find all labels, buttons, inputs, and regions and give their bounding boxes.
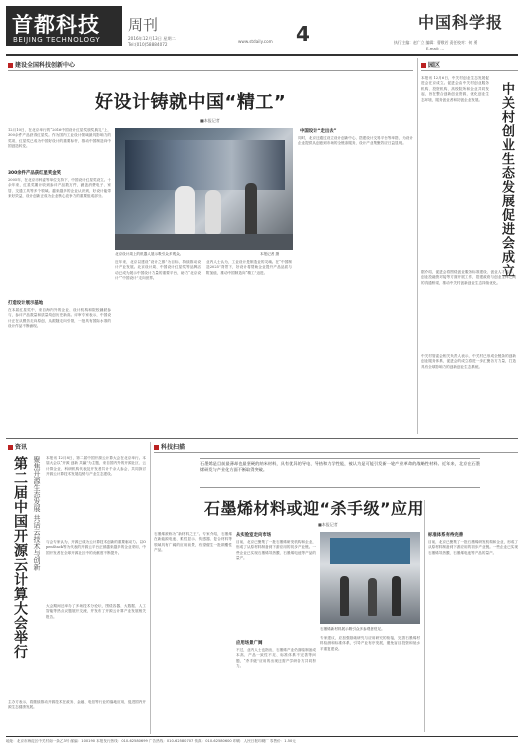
paragraph: 与会专家认为，开源已成为云计算技术创新的重要驱动力。以OpenStack等为代表的开源云平台正被越来越多的企业采用，中国开发者在全球开源社区中的贡献度不断提升。 bbox=[46, 540, 146, 555]
section-text: 资讯 bbox=[15, 444, 28, 451]
section-text: 科技扫描 bbox=[161, 444, 186, 451]
scan-photo bbox=[320, 532, 420, 624]
vertical-headline-right: 中关村创业生态发展促进会成立 bbox=[499, 82, 514, 278]
email-line: E-mail: ... bbox=[426, 46, 445, 51]
footer-text: 地址：北京市海淀区中关村南一条乙3号 邮编：100190 本报发行热线：010-62580699 广告热线：010-62580707 传真：010-62580600 印刷：人民日报印刷厂 零售价：1.50元 bbox=[6, 739, 296, 743]
paragraph: 主办方表示，将继续推动开源技术在政务、金融、电信等行业的落地应用，促进国内开源生态健康发展。 bbox=[8, 700, 146, 710]
section-marker bbox=[421, 63, 426, 68]
section-label-left bbox=[8, 60, 75, 69]
section-marker bbox=[8, 63, 13, 68]
main-photo bbox=[115, 128, 293, 250]
floor bbox=[115, 234, 293, 250]
column-divider bbox=[417, 58, 418, 434]
abstract-box bbox=[200, 458, 480, 488]
subhead-1: 300余件产品获红星奖金奖 bbox=[8, 171, 62, 176]
rule bbox=[8, 70, 413, 71]
date-line: 2016年12月13日 星期二 bbox=[128, 36, 176, 41]
lead-paragraph: 12月10日，在北京举行的“2016中国设计红星奖颁奖典礼”上，300余件产品获得红星奖。作为国内工业设计领域最具影响力的奖项，红星奖已成为中国好设计的重要标杆，推动中国制造向中国创造转变。 bbox=[8, 128, 111, 149]
vertical-subhead-news: 聚焦开源生态发展 共话云技术与创新 bbox=[33, 456, 41, 571]
vertical-headline-news: 第二届中国开源云计算大会举行 bbox=[12, 456, 28, 659]
paragraph: 大会期间还举办了多场技术分论坛，围绕容器、大数据、人工智能等热点议题展开交流，并发布了开源云计算产业发展相关报告。 bbox=[46, 604, 146, 619]
section-label-news bbox=[8, 442, 27, 451]
section-marker bbox=[8, 445, 13, 450]
paragraph: 中关村管委会相关负责人表示，中关村已形成全链条的创新创业服务体系，促进会的成立将进一步汇聚各方力量，打造具有全球影响力的创新创业生态系统。 bbox=[421, 354, 516, 369]
person bbox=[340, 576, 349, 616]
column-divider bbox=[424, 500, 425, 732]
robot bbox=[205, 190, 221, 234]
paragraph: 目前，北京已聚集了一批石墨烯研发机构和企业，形成了从原材料制备到下游应用的初步产业链。一些企业已实现石墨烯导热膜、石墨烯电池等产品的量产。 bbox=[236, 540, 316, 561]
rule bbox=[421, 70, 518, 71]
scan-byline: ■本报记者 bbox=[318, 522, 338, 527]
main-headline: 好设计铸就中国“精工” bbox=[95, 92, 287, 113]
paragraph: 不过，业内人士也指出，石墨烯产业仍面临制备成本高、产品一致性不足、标准体系不完善等问题，“杀手级”应用的出现还需产学研各方共同努力。 bbox=[236, 648, 316, 669]
weekly-label: 周刊 bbox=[128, 16, 159, 34]
screen bbox=[330, 538, 410, 564]
person bbox=[392, 576, 401, 616]
mid-rule bbox=[6, 438, 518, 439]
masthead bbox=[6, 6, 518, 52]
subhead-2: 打造设计展示基地 bbox=[8, 301, 44, 306]
tel-line: Tel:(010)58884072 bbox=[128, 42, 168, 47]
scan-photo-caption: 石墨烯新材料展示吸引众多参观者驻足。 bbox=[320, 627, 385, 631]
website: www.stdaily.com bbox=[238, 39, 273, 44]
section-text: 园区 bbox=[428, 62, 441, 69]
paragraph: 业内人士认为，工业设计是制造业的灵魂。在“中国制造2025”背景下，好设计将帮助企业提升产品品质与附加值，推动中国制造向“精工”迈进。 bbox=[206, 260, 292, 275]
scan-headline: 石墨烯材料或迎“杀手级”应用 bbox=[204, 499, 425, 518]
section-label-scan bbox=[154, 442, 185, 451]
section-marker bbox=[154, 445, 159, 450]
robot bbox=[175, 186, 195, 236]
subhead-3: 中国设计“走出去” bbox=[300, 129, 337, 134]
column-title: 首都科技 bbox=[12, 13, 100, 37]
paragraph: 石墨烯被称为“新材料之王”。专家介绍，石墨烯在新能源电池、柔性显示、传感器、复合材料等领域具有广阔的应用前景，有望催生一批颠覆性产品。 bbox=[154, 532, 232, 553]
column-title-en: BEIJING TECHNOLOGY bbox=[13, 36, 101, 44]
paragraph: 近年来，北京以建设“设计之都”为目标，持续推动设计产业发展。北京设计周、中国设计红星奖等品牌活动已成为展示中国设计力量的重要平台，助力“北京设计”“中国设计”走向世界。 bbox=[115, 260, 201, 281]
rule bbox=[154, 452, 518, 453]
scan-subhead-3: 标准体系有待完善 bbox=[428, 533, 464, 538]
photo-credit: 本报记者 摄 bbox=[260, 252, 280, 256]
footer-rule bbox=[6, 736, 518, 737]
abstract-text: 石墨烯是目前最薄却也最坚硬的纳米材料，具有优异的导电、导热和力学性能，被认为是可能引发新一轮产业革命的战略性材料。近年来，北京在石墨烯研发与产业化方面不断取得突破。 bbox=[200, 461, 480, 472]
main-byline: ■本报记者 bbox=[200, 118, 220, 123]
paragraph: 在本届红星奖中，来自海内外的企业、设计机构和院校踊跃参与，参评产品数量和质量均创历史新高。评审专家表示，中国设计正在从模仿走向原创，从跟随走向引领，一批具有国际水准的设计作品不断涌现。 bbox=[8, 308, 111, 329]
person bbox=[245, 183, 257, 238]
scan-subhead-1: 从实验室走向市场 bbox=[236, 533, 272, 538]
paragraph: 专家建议，应加强基础研究与应用研究的衔接，完善石墨烯材料检测和标准体系，引导产业有序发展，避免盲目投资和低水平重复建设。 bbox=[320, 636, 420, 651]
paragraph: 本报讯 12月6日，中关村创业生态发展促进会在京成立。促进会由中关村创业服务机构、投资机构、高校院所和企业共同发起，旨在整合创新创业资源，优化创业生态环境，服务创业者和初创企业发展。 bbox=[421, 76, 489, 102]
page-number: 4 bbox=[296, 22, 310, 46]
screen bbox=[125, 140, 285, 190]
paragraph: 据介绍，促进会将围绕创业服务标准建设、创业人才培养、创业投融资对接等方面开展工作，搭建政府与创业主体之间的沟通桥梁，推动中关村创新创业生态持续优化。 bbox=[421, 270, 516, 285]
paper-logo: 中国科学报 bbox=[418, 13, 504, 32]
paragraph: 本报讯 12月8日，第二届中国开源云计算大会在北京举行。本届大会以“开源 创新 共赢”为主题，来自国内外的开源社区、云计算企业、科研机构代表及开发者共计千余人参会，共同探讨开源云计算技术发展趋势与产业生态建设。 bbox=[46, 456, 146, 477]
photo-caption: 北京设计周上的机器人展示吸引众多观众。 bbox=[115, 252, 184, 256]
masthead-rule bbox=[6, 54, 518, 56]
section-label-right bbox=[421, 60, 440, 69]
column-divider bbox=[150, 442, 151, 734]
paragraph: 2005年，在北京市科委等单位支持下，中国设计红星奖设立。十余年来，红星奖累计收到参评产品数万件，涵盖消费电子、家居、交通工具等多个领域。越来越多的企业认识到，好设计能带来好效益，设计创新正成为企业核心竞争力的重要组成部分。 bbox=[8, 178, 111, 199]
editors-line: 执行主编：赵广立 编辑：曹敬若 责任校对：何 勇 bbox=[394, 40, 478, 45]
section-text: 建设全国科技创新中心 bbox=[15, 62, 76, 69]
person bbox=[368, 578, 377, 616]
scan-subhead-2: 应用场景广阔 bbox=[236, 641, 263, 646]
paragraph: 目前，北京已聚集了一批石墨烯研发机构和企业，形成了从原材料制备到下游应用的初步产业链。一些企业已实现石墨烯导热膜、石墨烯电池等产品的量产。 bbox=[428, 540, 518, 555]
paragraph: 同时，北京还通过设立设计创新中心、搭建设计交易平台等举措，为设计企业提供从创意到市场的全链条服务，设计产业集聚效应日益显现。 bbox=[298, 136, 413, 146]
